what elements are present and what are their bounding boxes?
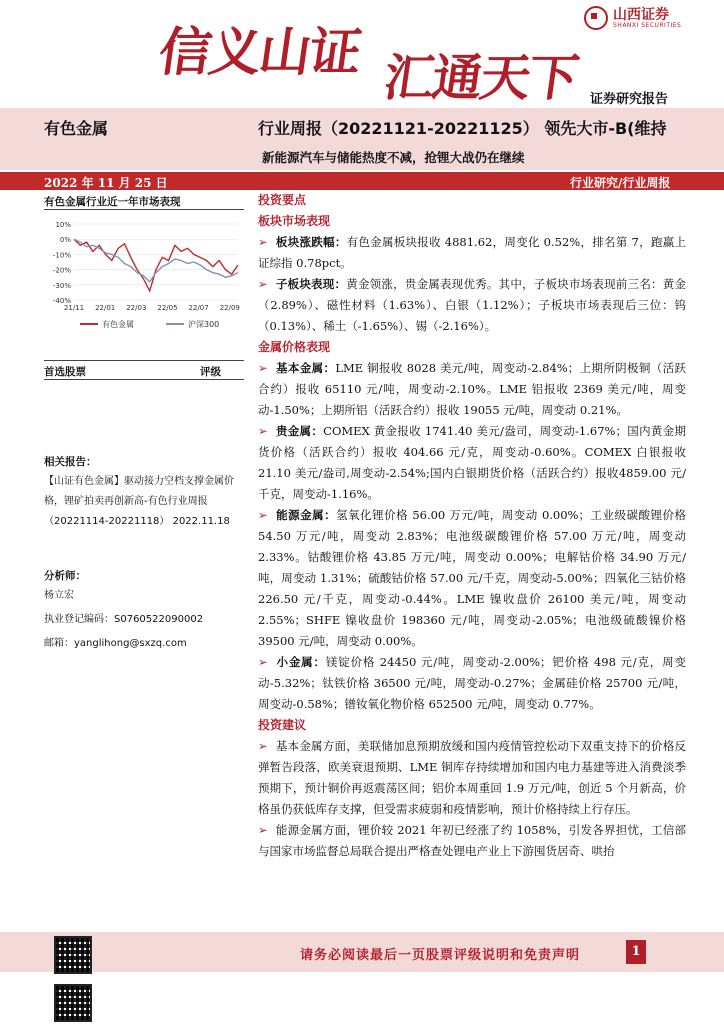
para-text: LME 铜报收 8028 美元/吨，周变动-2.84%；上期所阴极铜（活跃合约）报收 65110 元/吨，周变动-2.10%。LME 铝报收 2369 美元/吨，周变动-1.50%；上期所铝（活跃合约）报收 19055 元/吨，周变动 0.21%。 xyxy=(258,361,686,417)
y-tick-label: -10% xyxy=(52,251,71,260)
para-lead: 小金属： xyxy=(275,655,326,669)
legend-label: 沪深300 xyxy=(188,320,220,329)
qr-code-icon[interactable] xyxy=(54,984,92,1022)
legend-label: 有色金属 xyxy=(102,320,134,329)
disclaimer-note: 请务必阅读最后一页股票评级说明和免责声明 xyxy=(300,948,581,963)
related-report-link[interactable]: 【山证有色金属】驱动接力空档支撑金属价格，锂矿拍卖再创新高-有色行业周报（20221114-20221118） 2022.11.18 xyxy=(44,476,234,527)
analyst-name: 杨立宏 xyxy=(44,590,74,601)
stocks-label: 首选股票 xyxy=(44,366,86,378)
para-text: COMEX 黄金报收 1741.40 美元/盎司，周变动-1.67%；国内黄金期货价格（活跃合约）报收 404.66 元/克，周变动-0.60%。COMEX 白银报收 21.10 美元/盎司,周变动-2.54%;国内白银期货价格（活跃合约）报收4859.00 元/千克，周变动-1.16%。 xyxy=(258,424,686,501)
analyst-license: 执业登记编码：S0760522090002 xyxy=(44,614,204,625)
report-type: 证券研究报告 xyxy=(590,92,669,107)
arrow-bullet-icon: ➢ xyxy=(258,823,268,837)
arrow-bullet-icon: ➢ xyxy=(258,424,268,438)
x-tick-label: 21/11 xyxy=(63,304,85,312)
divider xyxy=(44,360,244,361)
slogan-part1: 信义山证 xyxy=(155,22,364,83)
page-number: 1 xyxy=(626,940,646,964)
paragraph-advice-base xyxy=(258,736,686,820)
paragraph-sub-sectors xyxy=(258,274,686,337)
report-title: 行业周报（20221121-20221125） 领先大市-B(维持 xyxy=(258,119,667,138)
logo-icon xyxy=(584,6,608,30)
section-heading-advice: 投资建议 xyxy=(258,718,307,732)
para-lead: 板块涨跌幅： xyxy=(275,235,347,249)
paragraph-advice-energy xyxy=(258,820,686,862)
arrow-bullet-icon: ➢ xyxy=(258,508,268,522)
divider xyxy=(44,209,244,210)
report-date: 2022 年 11 月 25 日 xyxy=(44,176,168,190)
y-tick-label: -20% xyxy=(52,266,71,275)
x-tick-label: 22/01 xyxy=(95,304,116,312)
series-line-0 xyxy=(74,239,238,291)
para-lead: 子板块表现： xyxy=(275,277,347,291)
analyst-heading: 分析师： xyxy=(44,570,86,582)
paragraph-precious-metals xyxy=(258,421,686,505)
y-tick-label: 0% xyxy=(59,236,71,245)
arrow-bullet-icon: ➢ xyxy=(258,235,268,249)
arrow-bullet-icon: ➢ xyxy=(258,739,268,753)
section-heading-market: 板块市场表现 xyxy=(258,214,331,228)
para-text: 能源金属方面，锂价较 2021 年初已经涨了约 1058%，引发各界担忧，工信部与国家市场监督总局联合提出严格查处锂电产业上下游囤货居奇、哄抬 xyxy=(258,823,686,858)
paragraph-energy-metals xyxy=(258,505,686,652)
x-tick-label: 22/03 xyxy=(126,304,147,312)
para-text: 基本金属方面，美联储加息预期放缓和国内疫情管控松动下双重支持下的价格反弹暂告段落，欧美衰退预期、LME 铜库存持续增加和国内电力基建等进入消费淡季预期下，预计铜价再返震荡区间；铝价本周重回 1.9 万元/吨，创近 5 个月新高，价格虽仍获低库存支撑，但受需求疲弱和疫情影响，预计价格持续上行存压。 xyxy=(258,739,686,816)
x-tick-label: 22/09 xyxy=(219,304,240,312)
arrow-bullet-icon: ➢ xyxy=(258,277,268,291)
paragraph-minor-metals xyxy=(258,652,686,715)
section-heading-prices: 金属价格表现 xyxy=(258,340,331,354)
chart-heading: 有色金属行业近一年市场表现 xyxy=(44,196,181,208)
para-lead: 能源金属： xyxy=(275,508,337,522)
para-lead: 基本金属： xyxy=(275,361,336,375)
qr-code-icon[interactable] xyxy=(54,936,92,974)
logo-cn-text: 山西证券 xyxy=(613,6,669,23)
analyst-email[interactable]: 邮箱：yanglihong@sxzq.com xyxy=(44,638,187,649)
report-category: 行业研究/行业周报 xyxy=(570,176,671,190)
arrow-bullet-icon: ➢ xyxy=(258,655,268,669)
para-text: 有色金属板块报收 4881.62，周变化 0.52%，排名第 7，跑赢上证综指 0.78pct。 xyxy=(258,235,686,270)
related-heading: 相关报告： xyxy=(44,456,97,468)
report-subtitle: 新能源汽车与储能热度不减，抢锂大战仍在继续 xyxy=(262,150,525,165)
y-tick-label: -40% xyxy=(52,297,71,305)
company-logo xyxy=(584,6,681,30)
para-text: 镁锭价格 24450 元/吨，周变动-2.00%；钯价格 498 元/克，周变动-5.32%；钛铁价格 36500 元/吨，周变动-0.27%；金属硅价格 25700 元/吨，周变动-0.58%；镨钕氧化物价格 652500 元/吨，周变动 0.77%。 xyxy=(258,655,686,711)
logo-en-text: SHANXI SECURITIES xyxy=(613,21,682,29)
slogan-part2: 汇通天下 xyxy=(380,48,581,107)
paragraph-sector-change xyxy=(258,232,686,274)
arrow-bullet-icon: ➢ xyxy=(258,361,268,375)
para-lead: 贵金属： xyxy=(275,424,324,438)
sector-name: 有色金属 xyxy=(44,119,109,138)
divider xyxy=(44,379,244,380)
para-text: 黄金领涨，贵金属表现优秀。其中，子板块市场表现前三名：黄金（2.89%）、磁性材料（1.63%）、白银（1.12%）；子板块市场表现后三位：钨（0.13%）、稀土（-1.65%）、锡（-2.16%）。 xyxy=(258,277,687,333)
main-content xyxy=(258,190,686,862)
section-heading-points: 投资要点 xyxy=(258,193,307,207)
para-text: 氢氧化锂价格 56.00 万元/吨，周变动 0.00%；工业级碳酸锂价格 54.50 万元/吨，周变动 2.83%；电池级碳酸锂价格 57.00 万元/吨，周变动 2.33%。钴酸锂价格 43.85 万元/吨，周变动 0.00%；电解钴价格 34.90 万元/吨，周变动 1.31%；硫酸钴价格 57.00 元/千克，周变动-5.00%；四氧化三钴价格 226.50 元/千克，周变动-0.44%。LME 镍收盘价 26100 美元/吨，周变动 2.55%；SHFE 镍收盘价 198360 元/吨，周变动-2.05%；电池级硫酸镍价格 39500 元/吨，周变动 0.00%。 xyxy=(258,508,686,648)
x-tick-label: 22/05 xyxy=(157,304,178,312)
x-tick-label: 22/07 xyxy=(188,304,209,312)
y-tick-label: -30% xyxy=(52,281,71,290)
y-tick-label: 10% xyxy=(55,221,71,229)
rating-label: 评级 xyxy=(200,366,221,378)
market-chart xyxy=(40,218,250,338)
paragraph-base-metals xyxy=(258,358,686,421)
